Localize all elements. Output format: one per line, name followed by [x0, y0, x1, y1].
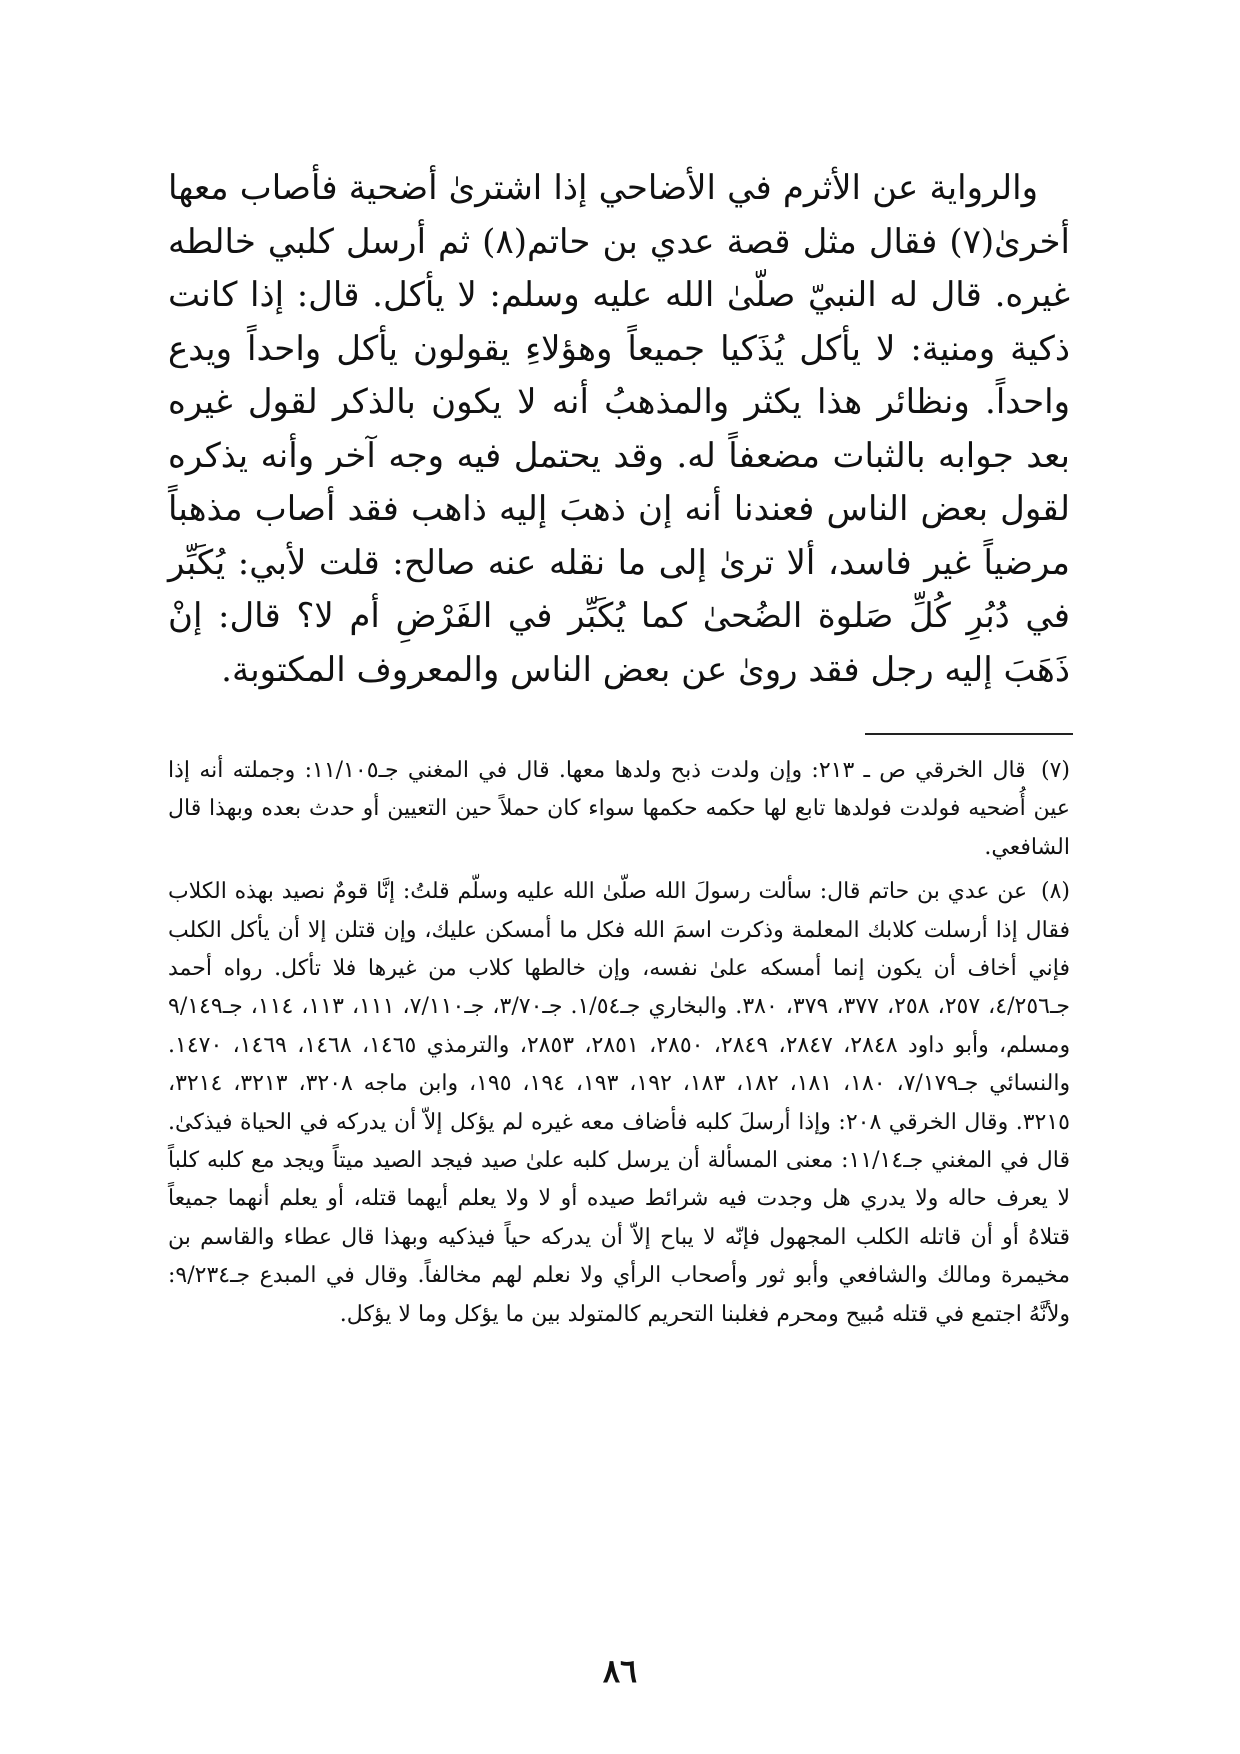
footnote-8-marker: (٨): [1040, 879, 1070, 905]
footnote-separator-rule: [865, 733, 1073, 735]
footnotes-section: [168, 752, 1070, 1340]
footnote-8-text: عن عدي بن حاتم قال: سألت رسولَ الله صلّىٰ الله عليه وسلّم قلتُ: إنَّا قومٌ نصيد بهذه الكلاب فقال إذا أرسلت كلابك المعلمة وذكرت اسمَ الله فكل ما أمسكن عليك، وإن قتلن إلا أن يأكل الكلب فإني أخاف أن يكون إنما أمسكه علىٰ نفسه، وإن خالطها كلاب من غيرها فلا تأكل. رواه أحمد جـ٤/٢٥٦، ٢٥٧، ٢٥٨، ٣٧٧، ٣٧٩، ٣٨٠. والبخاري جـ١/٥٤. جـ٣/٧٠، جـ٧/١١٠، ١١١، ١١٣، ١١٤، جـ٩/١٤٩ ومسلم، وأبو داود ٢٨٤٨، ٢٨٤٧، ٢٨٤٩، ٢٨٥٠، ٢٨٥١، ٢٨٥٣، والترمذي ١٤٦٥، ١٤٦٨، ١٤٦٩، ١٤٧٠. والنسائي جـ٧/١٧٩، ١٨٠، ١٨١، ١٨٢، ١٨٣، ١٩٢، ١٩٣، ١٩٤، ١٩٥، وابن ماجه ٣٢٠٨، ٣٢١٣، ٣٢١٤، ٣٢١٥. وقال الخرقي ٢٠٨: وإذا أرسلَ كلبه فأضاف معه غيره لم يؤكل إلاّ أن يدركه في الحياة فيذكىٰ. قال في المغني جـ١١/١٤: معنى المسألة أن يرسل كلبه علىٰ صيد فيجد الصيد ميتاً ويجد مع كلبه كلباً لا يعرف حاله ولا يدري هل وجدت فيه شرائط صيده أو لا ولا يعلم أيهما قتله، أو يعلم أنهما جميعاً قتلاهُ أو أن قاتله الكلب المجهول فإنّه لا يباح إلاّ أن يدركه حياً فيذكيه وبهذا قال عطاء والقاسم بن مخيمرة ومالك والشافعي وأبو ثور وأصحاب الرأي ولا نعلم لهم مخالفاً. وقال في المبدع جـ٩/٢٣٤: ولأنَّهُ اجتمع في قتله مُبيح ومحرم فغلبنا التحريم كالمتولد بين ما يؤكل وما لا يؤكل.: [168, 879, 1071, 1327]
footnote-8: [168, 873, 1070, 1334]
footnote-7-marker: (٧): [1041, 758, 1071, 783]
page-number: ٨٦: [602, 1652, 638, 1690]
footnote-7: [168, 752, 1070, 867]
main-text-block: [168, 162, 1070, 697]
footnote-7-text: قال الخرقي ص ـ ٢١٣: وإن ولدت ذبح ولدها معها. قال في المغني جـ١١/١٠٥: وجملته أنه إذا عين أُضحيه فولدت فولدها تابع لها حكمه حكمها سواء كان حملاً حين التعيين أو حدث بعده وبهذا قال الشافعي.: [168, 758, 1070, 860]
main-paragraph: والرواية عن الأثرم في الأضاحي إذا اشترىٰ أضحية فأصاب معها أخرىٰ(٧) فقال مثل قصة عدي بن حاتم(٨) ثم أرسل كلبي خالطه غيره. قال له النبيّ صلّىٰ الله عليه وسلم: لا يأكل. قال: إذا كانت ذكية ومنية: لا يأكل يُذَكيا جميعاً وهؤلاءِ يقولون يأكل واحداً ويدع واحداً. ونظائر هذا يكثر والمذهبُ أنه لا يكون بالذكر لقول غيره بعد جوابه بالثبات مضعفاً له. وقد يحتمل فيه وجه آخر وأنه يذكره لقول بعض الناس فعندنا أنه إن ذهبَ إليه ذاهب فقد أصاب مذهباً مرضياً غير فاسد، ألا ترىٰ إلى ما نقله عنه صالح: قلت لأبي: يُكَبِّر في دُبُرِ كُلِّ صَلوة الضُحىٰ كما يُكَبِّر في الفَرْضِ أم لا؟ قال: إنْ ذَهَبَ إليه رجل فقد روىٰ عن بعض الناس والمعروف المكتوبة.: [168, 168, 1070, 690]
